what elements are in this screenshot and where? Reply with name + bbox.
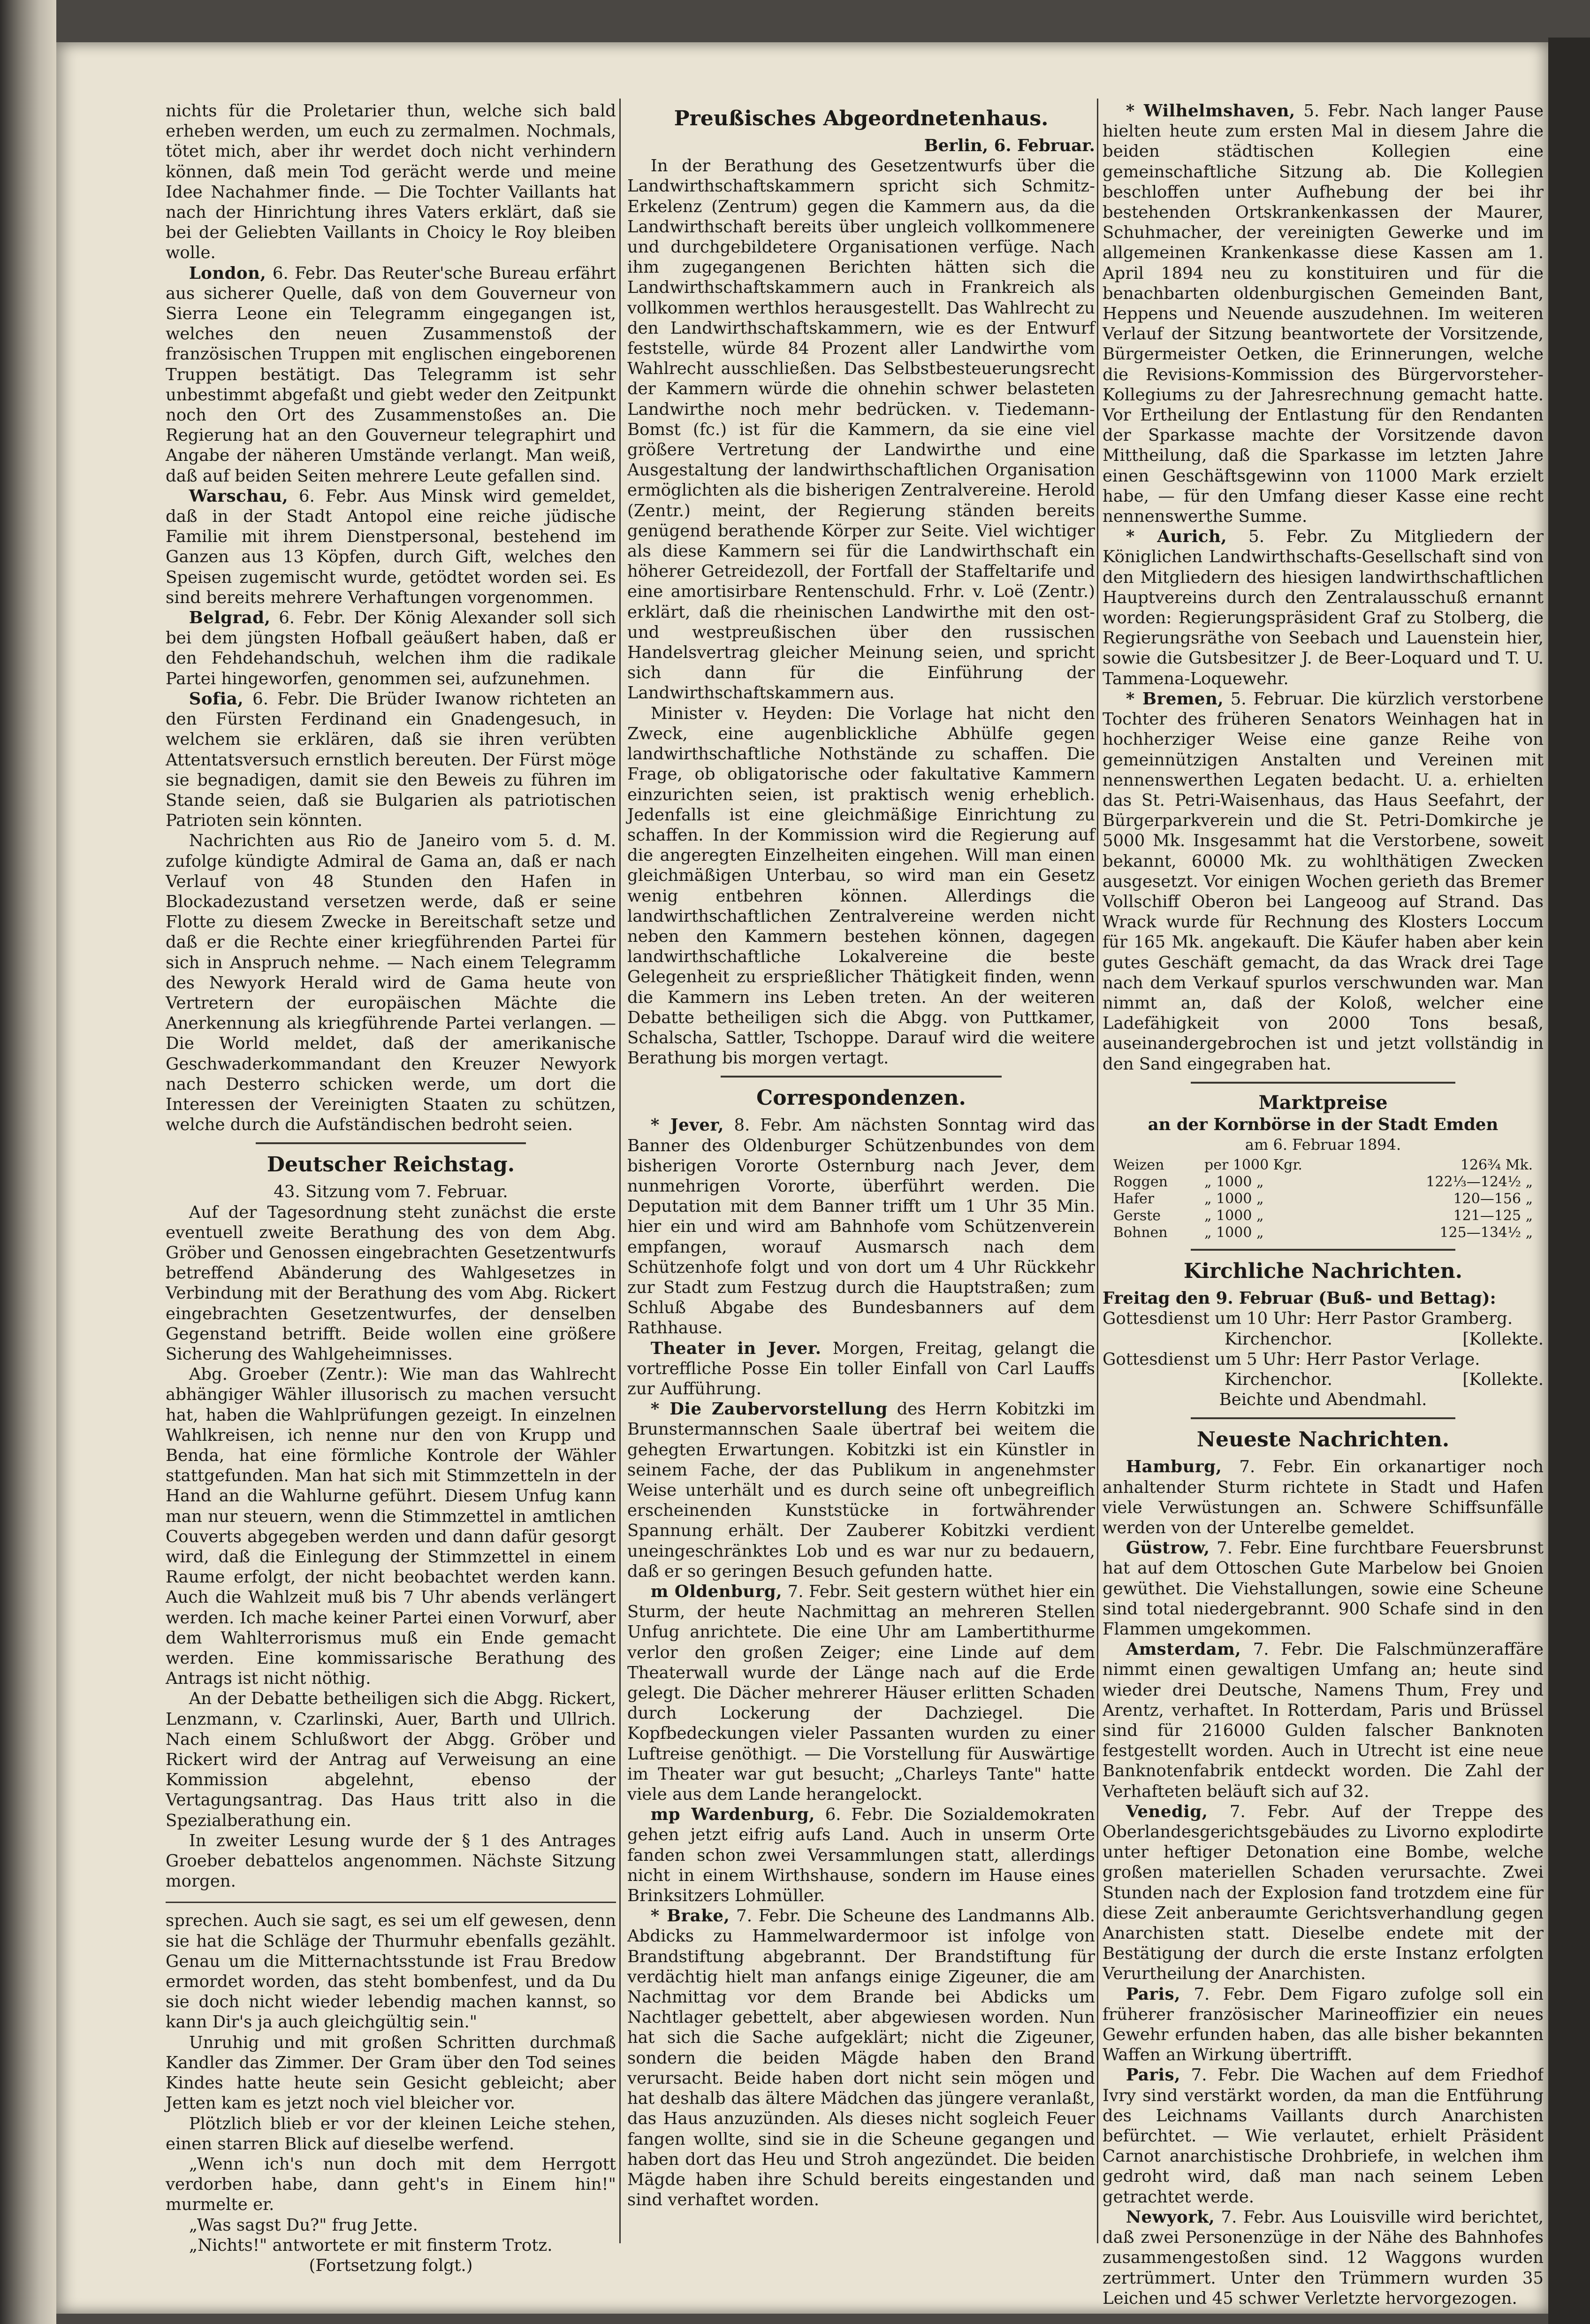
article-text: An der Debatte betheiligen sich die Abgg. Rickert, Lenzmann, v. Czarlinski, Auer, Barth und Ullrich. Nach einem Schlußwort der Abgg. Gröber und Rickert wird der Antrag auf Verweisung an eine Kommission abgelehnt, ebenso der Vertagungsantrag. Das Haus tritt also in die Spezialberathung ein. <box>166 1689 616 1830</box>
article-paragraph <box>627 1582 1095 1804</box>
article-text: nichts für die Proletarier thun, welche sich bald erheben werden, um euch zu zermalmen. Nochmals, tötet mich, aber ihr werdet doch nicht verhindern können, daß mein Tod gerächt werde und meine Idee Nachahmer finde. — Die Tochter Vaillants hat nach der Hinrichtung ihres Vaters erklärt, daß sie bei der Geliebten Vaillants in Choicy le Roy bleiben wolle. <box>166 101 616 263</box>
abgeordnetenhaus-articles <box>627 156 1095 1068</box>
dateline: * Bremen, <box>1126 689 1224 709</box>
kirche-chor: Kirchenchor. <box>1225 1329 1332 1349</box>
article-text: 6. Febr. Der König Alexander soll sich bei dem jüngsten Hofball geäußert haben, daß er den Fehdehandschuh, welchen ihm die radikale Partei hingeworfen, genommen sei, aufzunehmen. <box>166 608 616 688</box>
dateline: m Oldenburg, <box>650 1582 783 1602</box>
dateline: Paris, <box>1126 1984 1180 2004</box>
article-text: 6. Febr. Aus Minsk wird gemeldet, daß in der Stadt Antopol eine reiche jüdische Familie mit ihrem Dienstpersonal, bestehend im Ganzen aus 13 Köpfen, durch Gift, welches den Speisen zugemischt wurde, getödtet worden sei. Es sind bereits mehrere Verhaftungen vorgenommen. <box>166 486 616 607</box>
article-text: 7. Febr. Seit gestern wüthet hier ein Sturm, der heute Nachmittag an mehreren Stellen Unfug anrichtete. Die eine Uhr am Lambertithurme verlor den großen Zeiger; eine Linde auf dem Theaterwall wurde der Länge nach auf die Erde gelegt. Die Dächer mehrerer Häuser erlitten Schaden durch Lockerung der Dachziegel. Die Kopfbedeckungen vieler Passanten wurden zu einer Luftreise genöthigt. — Die Vorstellung für Auswärtige im Theater war gut besucht; „Charleys Tante" hatte viele aus dem Lande herangelockt. <box>627 1582 1095 1804</box>
kirche-line: Beichte und Abendmahl. <box>1219 1390 1427 1410</box>
dateline: Sofia, <box>189 689 244 709</box>
table-cell-price: 126¾ Mk. <box>1460 1157 1533 1174</box>
article-paragraph <box>627 156 1095 703</box>
dateline: Güstrow, <box>1126 1538 1210 1558</box>
article-text: In der Berathung des Gesetzentwurfs über die Landwirthschaftskammern spricht sich Schmitz-Erkelenz (Zentrum) gegen die Kammern aus, da die Landwirthschaft bereits über ungleich vollkommenere und durchgebildetere Organisationen verfüge. Nach ihm zugegangenen Berichten hätten sich die Landwirthschaftskammern auch in Frankreich als vollkommen werthlos herausgestellt. Das Wahlrecht zu den Landwirthschaftskammern, wie es der Entwurf feststelle, würde 84 Prozent aller Landwirthe vom Wahlrecht ausschließen. Das Selbstbesteuerungsrecht der Kammern würde die ohnehin schwer belasteten Landwirthe noch mehr bedrücken. v. Tiedemann-Bomst (fc.) ist für die Kammern, da sie eine viel größere Vertretung der Landwirthe und eine Ausgestaltung der landwirthschaftlichen Organisation ermöglichten als die bisherigen Zentralvereine. Herold (Zentr.) meint, der Regierung ständen bereits genügend berathende Körper zur Seite. Viel wichtiger als diese Kammern sei für die Landwirthschaft ein höherer Getreidezoll, der Fortfall der Staffeltarife und eine amortisirbare Rentenschuld. Frhr. v. Loë (Zentr.) erklärt, daß die rheinischen Landwirthe mit den ost- und westpreußischen über den russischen Handelsvertrag gleicher Meinung seien, und spricht sich dann für die Einführung der Landwirthschaftskammern aus. <box>627 156 1095 703</box>
table-cell-name: Weizen <box>1113 1157 1164 1174</box>
table-cell-price: 121—125 „ <box>1453 1208 1533 1224</box>
article-text: In zweiter Lesung wurde der § 1 des Antrages Groeber debattelos angenommen. Nächste Sitzung morgen. <box>166 1831 616 1891</box>
marktpreise-date: am 6. Februar 1894. <box>1245 1135 1401 1154</box>
article-paragraph <box>627 1338 1095 1399</box>
article-paragraph <box>166 608 616 689</box>
separator <box>1191 1417 1455 1419</box>
kirche-kollekte: [Kollekte. <box>1462 1369 1544 1389</box>
correspondenzen-heading: Correspondenzen. <box>756 1086 966 1110</box>
dateline: Theater in Jever. <box>650 1338 822 1358</box>
article-paragraph <box>166 2215 616 2235</box>
dateline: * Brake, <box>650 1906 730 1926</box>
table-cell-name: Gerste <box>1113 1208 1161 1224</box>
reichstag-heading: Deutscher Reichstag. <box>266 1153 515 1177</box>
kirche-kollekte: [Kollekte. <box>1462 1329 1544 1349</box>
article-paragraph <box>166 1364 616 1689</box>
table-cell-unit: „ 1000 „ <box>1204 1224 1264 1241</box>
column-3-articles <box>1103 101 1544 1074</box>
article-paragraph <box>166 689 616 831</box>
book-binding <box>0 0 56 2324</box>
article-text: Nachrichten aus Rio de Janeiro vom 5. d. M. zufolge kündigte Admiral de Gama an, daß er nach Verlauf von 48 Stunden den Hafen in Blockadezustand versetzen werde, daß er seine Flotte zu diesem Zwecke in Bereitschaft setze und daß er die Rechte einer kriegführenden Partei für sich in Anspruch nehme. — Nach einem Telegramm des Newyork Herald wird de Gama heute von Vertretern der europäischen Mächte die Anerkennung als kriegführende Partei verlangen. — Die World meldet, daß der amerikanische Geschwaderkommandant den Kreuzer Newyork nach Desterro schicken werde, um dort die Interessen der Vereinigten Staaten zu schützen, welche durch die Aufständischen bedroht seien. <box>166 831 616 1135</box>
separator <box>1191 1082 1455 1084</box>
article-paragraph <box>1103 101 1544 527</box>
table-row <box>1111 1174 1535 1191</box>
article-text: 8. Febr. Am nächsten Sonntag wird das Banner des Oldenburger Schützenbundes von dem bisherigen Vororte Osternburg nach Jever, dem nunmehrigen Vororte, überführt werden. Die Deputation mit dem Banner trifft um 1 Uhr 35 Min. hier ein und wird am Bahnhofe vom Schützenverein empfangen, worauf Ausmarsch nach dem Schützenhofe folgt und von dort um 4 Uhr Rückkehr zur Stadt zum Festzug durch die Hauptstraßen; zum Schluß Abgabe des Bundesbanners auf dem Rathhause. <box>627 1116 1095 1338</box>
kirche-line: Gottesdienst um 10 Uhr: Herr Pastor Gramberg. <box>1103 1309 1513 1329</box>
table-cell-name: Roggen <box>1113 1174 1168 1191</box>
marktpreise-table <box>1111 1157 1535 1241</box>
article-paragraph <box>1103 527 1544 689</box>
article-paragraph <box>166 2154 616 2215</box>
article-text: 7. Febr. Die Falschmünzeraffäre nimmt einen gewaltigen Umfang an; heute sind wieder drei Deutsche, Namens Thum, Frey und Arentz, verhaftet. In Rotterdam, Paris und Brüssel sind für 216000 Gulden falscher Banknoten festgestellt worden. Auch in Utrecht ist eine neue Banknotenfabrik entdeckt worden. Die Zahl der Verhafteten beläuft sich auf 32. <box>1103 1640 1544 1801</box>
article-paragraph <box>1103 1639 1544 1802</box>
article-text: Auf der Tagesordnung steht zunächst die erste eventuell zweite Berathung des von dem Abg. Gröber und Genossen eingebrachten Gesetzentwurfs betreffend Abänderung des Wahlgesetzes in Verbindung mit der Berathung des vom Abg. Rickert eingebrachten Gesetzentwurfes, der denselben Gegenstand betrifft. Beide wollen eine größere Sicherung des Wahlgeheimnisses. <box>166 1202 616 1364</box>
article-paragraph <box>1103 1538 1544 1639</box>
kirche-heading: Kirchliche Nachrichten. <box>1183 1259 1463 1284</box>
column-2 <box>627 101 1095 2210</box>
dateline: Amsterdam, <box>1126 1640 1241 1659</box>
dateline: * Aurich, <box>1126 527 1227 547</box>
article-paragraph <box>627 703 1095 1069</box>
article-text: 7. Febr. Die Scheune des Landmanns Alb. Abdicks zu Hammelwardermoor ist infolge von Brandstiftung abgebrannt. Der Brandstiftung für verdächtig hielt man anfangs einige Zigeuner, die am Nachmittag vor dem Brande bei Abdicks um Nachtlager gebettelt, aber abgewiesen worden. Nun hat sich die Sache aufgeklärt; nicht die Zigeuner, sondern die beiden Mägde haben den Brand verursacht. Beide haben dort nicht sein mögen und hat deshalb das ältere Mädchen das jüngere veranlaßt, das Haus anzuzünden. Als dieses nicht sogleich Feuer fangen wollte, sind sie in die Scheune gegangen und haben dort das Heu und Stroh angezündet. Die beiden Mägde haben ihre Schuld bereits eingestanden und sind verhaftet worden. <box>627 1906 1095 2210</box>
marktpreise-title: Marktpreise <box>1258 1091 1388 1114</box>
article-paragraph <box>166 263 616 486</box>
article-paragraph <box>1103 1984 1544 2065</box>
reichstag-subheading: 43. Sitzung vom 7. Februar. <box>274 1182 508 1202</box>
article-paragraph <box>627 1115 1095 1338</box>
article-text: Unruhig und mit großen Schritten durchmaß Kandler das Zimmer. Der Gram über den Tod seines Kindes hatte heute sein Gesicht gebleicht; aber Jetten kam es jetzt noch viel bleicher vor. <box>166 2033 616 2113</box>
article-text: 5. Febr. Nach langer Pause hielten heute zum ersten Mal in diesem Jahre die beiden städtischen Kollegien eine gemeinschaftliche Sitzung ab. Die Kollegien beschloffen unter Aufhebung der bei ihr bestehenden Ortskrankenkassen der Maurer, Schuhmacher, der vereinigten Gewerke und im allgemeinen Krankenkasse diese Kassen am 1. April 1894 neu zu konstituiren und für die benachbarten oldenburgischen Gemeinden Bant, Heppens und Neuende auszudehnen. Im weiteren Verlauf der Sitzung beantwortete der Vorsitzende, Bürgermeister Oetken, die Erinnerungen, welche die Revisions-Kommission des Bürgervorsteher-Kollegiums zu der Jahresrechnung gemacht hatte. Vor Ertheilung der Entlastung für den Rendanten der Sparkasse machte der Vorsitzende davon Mittheilung, daß die Sparkasse im letzten Jahre einen Geschäftsgewinn von 11000 Mark erzielt habe, — für den Umfang dieser Kasse eine recht nennenswerthe Summe. <box>1103 101 1544 527</box>
article-text: 6. Febr. Die Sozialdemokraten gehen jetzt eifrig aufs Land. Auch in unserm Orte fanden schon zwei Versammlungen statt, allerdings nicht in einem Wirthshause, sondern im Hause eines Brinksitzers Lohmüller. <box>627 1805 1096 1906</box>
article-paragraph <box>166 1689 616 1830</box>
article-paragraph <box>627 1804 1095 1906</box>
article-paragraph <box>1103 1457 1544 1538</box>
article-paragraph <box>1103 689 1544 1074</box>
dateline: Hamburg, <box>1126 1457 1222 1477</box>
table-cell-unit: „ 1000 „ <box>1204 1174 1264 1191</box>
table-cell-price: 122⅓—124½ „ <box>1426 1174 1533 1191</box>
article-text: Morgen, Freitag, gelangt die vortreffliche Posse Ein toller Einfall von Carl Lauffs zur Aufführung. <box>627 1338 1096 1399</box>
dateline: Venedig, <box>1126 1802 1208 1821</box>
kirche-line <box>1103 1369 1544 1390</box>
article-text: Minister v. Heyden: Die Vorlage hat nicht den Zweck, eine augenblickliche Abhülfe gegen landwirthschaftliche Nothstände zu schaffen. Die Frage, ob obligatorische oder fakultative Kammern einzurichten seien, ist praktisch wenig erheblich. Jedenfalls ist eine gleichmäßige Einrichtung zu schaffen. In der Kommission wird die Regierung auf die angeregten Einzelheiten eingehen. Will man einen gleichmäßigen Unterbau, so wird man ein Gesetz wenig entbehren können. Allerdings die landwirthschaftlichen Zentralvereine werden nicht neben den Kammern bestehen können, dagegen landwirthschaftliche Lokalvereine die beste Gelegenheit zu ersprießlicher Thätigkeit finden, wenn die Kammern ins Leben treten. An der weiteren Debatte betheiligen sich die Abgg. von Puttkamer, Schalscha, Sattler, Tschoppe. Darauf wird die weitere Berathung bis morgen vertagt. <box>627 703 1095 1068</box>
article-text: „Wenn ich's nun doch mit dem Herrgott verdorben habe, dann geht's in Einem hin!" murmelte er. <box>166 2154 616 2215</box>
article-paragraph <box>166 2235 616 2255</box>
table-cell-price: 125—134½ „ <box>1439 1224 1533 1241</box>
article-paragraph <box>1103 2207 1544 2309</box>
article-text: Plötzlich blieb er vor der kleinen Leiche stehen, einen starren Blick auf dieselbe werfend. <box>166 2114 616 2154</box>
article-paragraph <box>627 1906 1095 2210</box>
article-text: des Herrn Kobitzki im Brunstermannschen Saale übertraf bei weitem die gehegten Erwartungen. Kobitzki ist ein Künstler in seinem Fache, der das Publikum in angenehmster Weise unterhält und es durch seine oft unbegreiflich erscheinenden Kunststücke in fortwährender Spannung erhält. Der Zauberer Kobitzki verdient uneingeschränktes Lob und es war nur zu bedauern, daß er so geringen Besuch gefunden hatte. <box>627 1399 1095 1581</box>
article-paragraph <box>1103 2065 1544 2207</box>
page-edge <box>1548 38 1590 2324</box>
reichstag-articles <box>166 1202 616 1892</box>
article-text: 7. Febr. Eine furchtbare Feuersbrunst hat auf dem Ottoschen Gute Marbelow bei Gnoien gewüthet. Die Viehstallungen, sowie eine Scheune sind total niedergebrannt. 900 Schafe sind in den Flammen umgekommen. <box>1103 1538 1544 1639</box>
dateline: * Die Zaubervorstellung <box>650 1399 888 1419</box>
article-text: „Nichts!" antwortete er mit finsterm Trotz. <box>189 2235 553 2255</box>
article-paragraph <box>166 831 616 1135</box>
table-row <box>1111 1157 1535 1174</box>
dateline: * Jever, <box>650 1116 724 1135</box>
article-text: sprechen. Auch sie sagt, es sei um elf gewesen, denn sie hat die Schläge der Thurmuhr ebenfalls gezählt. Genau um die Mitternachtsstunde ist Frau Bredow ermordet worden, das steht bombenfest, und da Du sie doch nicht wieder lebendig machen kannst, so kann Dir's ja auch gleichgültig sein." <box>166 1911 616 2032</box>
dateline: London, <box>189 263 266 283</box>
dateline: Paris, <box>1126 2065 1180 2085</box>
abgeordnetenhaus-heading: Preußisches Abgeordnetenhaus. <box>674 107 1049 130</box>
article-text: 7. Febr. Die Wachen auf dem Friedhof Ivry sind verstärkt worden, da man die Entführung des Leichnams Vaillants durch Anarchisten befürchtet. — Wie verlautet, erhielt Präsident Carnot anarchistische Drohbriefe, in welchen ihm gedroht wird, daß man nach seinem Leben getrachtet werde. <box>1103 2065 1544 2207</box>
kirche-chor: Kirchenchor. <box>1225 1369 1332 1389</box>
dateline: Berlin, 6. Februar. <box>924 136 1095 155</box>
table-row <box>1111 1191 1535 1208</box>
separator <box>1191 1249 1455 1251</box>
table-row <box>1111 1224 1535 1241</box>
article-text: 6. Febr. Das Reuter'sche Bureau erfährt aus sicherer Quelle, daß von dem Gouverneur von Sierra Leone ein Telegramm eingegangen ist, welches den neuen Zusammenstoß der französischen Truppen mit englischen eingeborenen Truppen bestätigt. Das Telegramm ist sehr unbestimmt abgefaßt und giebt weder den Zeitpunkt noch den Ort des Zusammenstoßes an. Die Regierung hat an den Gouverneur telegraphirt und Angabe der näheren Umstände verlangt. Man weiß, daß auf beiden Seiten mehrere Leute gefallen sind. <box>166 263 616 486</box>
column-1-articles <box>166 101 616 1135</box>
dateline: Newyork, <box>1126 2207 1215 2227</box>
article-paragraph <box>627 1399 1095 1582</box>
dateline: * Wilhelmshaven, <box>1126 101 1295 121</box>
table-cell-name: Bohnen <box>1113 1224 1168 1241</box>
article-text: „Was sagst Du?" frug Jette. <box>189 2215 418 2235</box>
column-rule-2 <box>1097 99 1098 2243</box>
column-3 <box>1103 101 1544 2309</box>
dateline: Warschau, <box>189 486 289 506</box>
feuilleton <box>166 1911 616 2255</box>
table-cell-unit: „ 1000 „ <box>1204 1191 1264 1208</box>
article-text: 7. Febr. Aus Louisville wird berichtet, daß zwei Personenzüge in der Nähe des Bahnhofes zusammengestoßen sind. 12 Waggons wurden zertrümmert. Unter den Trümmern wurden 35 Leichen und 45 schwer Verletzte hervorgezogen. <box>1103 2207 1544 2308</box>
column-rule-1 <box>619 99 621 2243</box>
fortsetzung-note: (Fortsetzung folgt.) <box>309 2255 473 2275</box>
correspondenzen-articles <box>627 1115 1095 2210</box>
neueste-articles <box>1103 1457 1544 2309</box>
article-paragraph <box>166 1202 616 1365</box>
article-text: 7. Febr. Auf der Treppe des Oberlandesgerichtsgebäudes zu Livorno explodirte unter heftiger Detonation eine Bombe, welche großen materiellen Schaden verursachte. Zwei Stunden nach der Explosion fand trotzdem eine für diese Zeit anberaumte Gerichtsverhandlung gegen Anarchisten statt. Dieselbe endete mit der Bestätigung der durch die erste Instanz erfolgten Verurtheilung der Anarchisten. <box>1103 1802 1544 1984</box>
article-paragraph <box>166 101 616 263</box>
table-row <box>1111 1208 1535 1224</box>
table-cell-unit: „ 1000 „ <box>1204 1208 1264 1224</box>
column-1 <box>166 101 616 2276</box>
dateline: mp Wardenburg, <box>650 1805 815 1825</box>
article-paragraph <box>166 486 616 608</box>
kirche-line <box>1103 1329 1544 1349</box>
kirche-line: Freitag den 9. Februar (Buß- und Bettag): <box>1103 1289 1496 1308</box>
article-text: 6. Febr. Die Brüder Iwanow richteten an den Fürsten Ferdinand ein Gnadengesuch, in welchem sie erklären, daß sie ihren verübten Attentatsversuch ernstlich bereuten. Der Fürst möge sie begnadigen, damit sie den Beweis zu führen im Stande seien, daß sie Bulgarien als patriotischen Patrioten sein könnten. <box>166 689 616 831</box>
table-cell-unit: per 1000 Kgr. <box>1204 1157 1302 1174</box>
marktpreise-subtitle: an der Kornbörse in der Stadt Emden <box>1148 1115 1499 1134</box>
dateline: Belgrad, <box>189 608 271 628</box>
table-cell-name: Hafer <box>1113 1191 1155 1208</box>
neueste-heading: Neueste Nachrichten. <box>1196 1428 1450 1452</box>
article-paragraph <box>166 2114 616 2154</box>
article-text: 7. Febr. Dem Figaro zufolge soll ein früherer französischer Marineoffizier ein neues Gewehr erfunden haben, das alle bisher bekannten Waffen an Wirkung übertrifft. <box>1103 1984 1544 2065</box>
article-text: 7. Febr. Ein orkanartiger noch anhaltender Sturm richtete in Stadt und Hafen viele Verwüstungen an. Schwere Schiffsunfälle werden von der Unterelbe gemeldet. <box>1103 1457 1544 1537</box>
kirche-line: Gottesdienst um 5 Uhr: Herr Pastor Verlage. <box>1103 1349 1480 1369</box>
article-paragraph <box>166 2033 616 2114</box>
article-text: 5. Februar. Die kürzlich verstorbene Tochter des früheren Senators Weinhagen hat in hochherziger Weise eine ganze Reihe von gemeinnützigen Anstalten und Vereinen mit nennenswerthen Legaten bedacht. U. a. erhielten das St. Petri-Waisenhaus, das Haus Seefahrt, der Bürgerparkverein und die St. Petri-Domkirche je 5000 Mk. Insgesammt hat die Verstorbene, soweit bekannt, 60000 Mk. zu wohlthätigen Zwecken ausgesetzt. Vor einigen Wochen gerieth das Bremer Vollschiff Oberon bei Langeoog auf Strand. Das Wrack wurde für Rechnung des Klosters Loccum für 165 Mk. angekauft. Die Käufer haben aber kein gutes Geschäft gemacht, da das Wrack drei Tage nach dem Verkauf spurlos verschwunden war. Man nimmt an, daß der Koloß, welcher eine Ladefähigkeit von 2000 Tons besaß, auseinandergebrochen ist und jetzt vollständig in den Sand eingegraben hat. <box>1103 689 1544 1074</box>
article-text: Abg. Groeber (Zentr.): Wie man das Wahlrecht abhängiger Wähler illusorisch zu machen versucht hat, haben die Wahlprüfungen gezeigt. In einzelnen Wahlkreisen, ich nenne nur den von Krupp und Benda, hat eine förmliche Kontrole der Wähler stattgefunden. Man hat sich mit Stimmzetteln in der Hand an die Wahlurne geführt. Diesem Unfug kann man nur steuern, wenn die Stimmzettel in amtlichen Couverts abgegeben werden und dann dafür gesorgt wird, daß die Einlegung der Stimmzettel in einem Raume erfolgt, der nicht beobachtet werden kann. Auch die Wahlzeit muß bis 7 Uhr abends verlängert werden. Ich mache keiner Partei einen Vorwurf, aber dem Wahlterrorismus muß ein Ende gemacht werden. Eine kommissarische Berathung des Antrags ist nicht nöthig. <box>166 1365 616 1689</box>
article-paragraph <box>166 1831 616 1892</box>
table-cell-price: 120—156 „ <box>1453 1191 1533 1208</box>
separator <box>721 1076 1001 1078</box>
separator <box>256 1142 526 1144</box>
separator <box>166 1902 616 1903</box>
article-paragraph <box>1103 1802 1544 1984</box>
article-text: 5. Febr. Zu Mitgliedern der Königlichen Landwirthschafts-Gesellschaft sind von den Mitgliedern des hiesigen landwirthschaftlichen Hauptvereins durch den Zentralausschuß ernannt worden: Regierungspräsident Graf zu Stolberg, die Regierungsräthe von Seebach und Lauenstein hier, sowie die Gutsbesitzer J. de Beer-Loquard und T. U. Tammena-Loquewehr. <box>1103 527 1544 688</box>
article-paragraph <box>166 1911 616 2032</box>
